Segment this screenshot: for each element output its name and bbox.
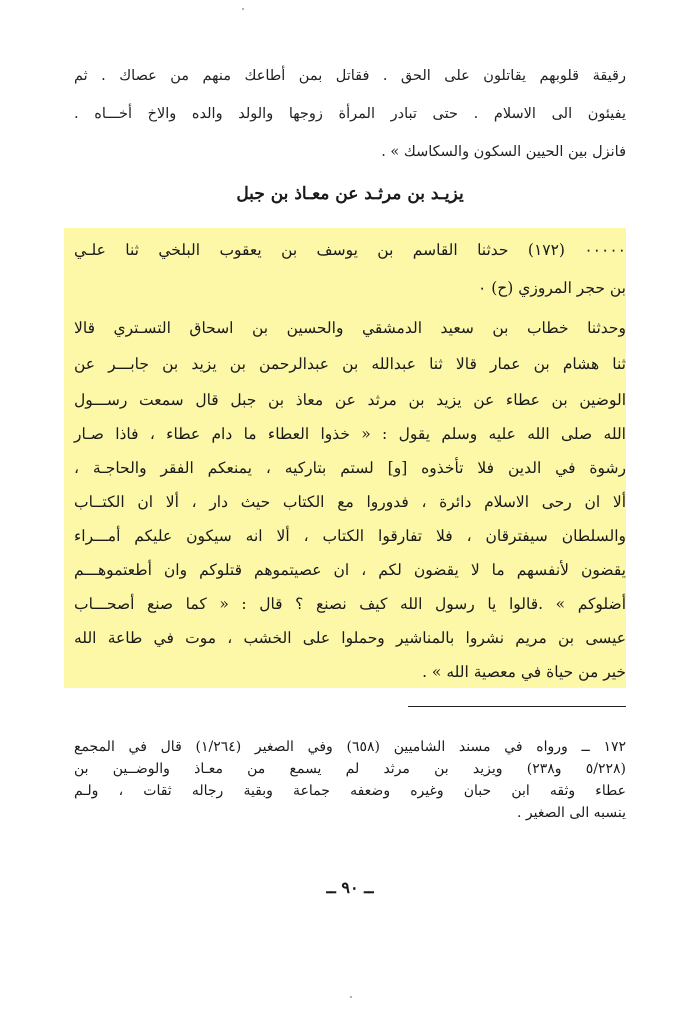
hadith-line-10: يقضون لأنفسهم ما لا يقضون لكم ، ان عصيتموهم قتلوكم وان أطعتموهـــم bbox=[74, 561, 626, 579]
footnote-separator bbox=[408, 706, 626, 707]
hadith-line-12: عيسى بن مريم نشروا بالمناشير وحملوا على الخشب ، موت في طاعة الله bbox=[74, 629, 626, 647]
scan-speck bbox=[242, 8, 244, 10]
hadith-line-11: أضلوكم » .قالوا يا رسول الله كيف نصنع ؟ قال : « كما صنع أصحـــاب bbox=[74, 595, 626, 613]
footnote-line-3: عطاء وثقه ابن حبان وغيره وضعفه جماعة وبقية رجاله ثقات ، ولـم bbox=[74, 783, 626, 799]
footnote-line-2: (٥/٢٢٨ و٢٣٨) ويزيد بن مرثد لم يسمع من معـاذ والوضــين بن bbox=[74, 761, 626, 777]
top-text-line-1: رقيقة قلوبهم يقاتلون على الحق . فقاتل بمن أطاعك منهم من عصاك . ثم bbox=[74, 68, 626, 84]
hadith-line-13: خير من حياة في معصية الله » . bbox=[422, 663, 626, 681]
section-heading: يزيـد بن مرثـد عن معـاذ بن جبل bbox=[236, 184, 464, 204]
footnote-line-1: ١٧٢ ــ ورواه في مسند الشاميين (٦٥٨) وفي الصغير (١/٢٦٤) قال في المجمع bbox=[74, 739, 626, 755]
hadith-line-3: وحدثنا خطاب بن سعيد الدمشقي والحسين بن اسحاق التسـتري قالا bbox=[74, 319, 626, 337]
hadith-line-1: ٠٠٠٠٠ (١٧٢) حدثنا القاسم بن يوسف بن يعقوب البلخي ثنا علـي bbox=[74, 241, 626, 259]
page-number: ــ ٩٠ ــ bbox=[326, 878, 374, 897]
hadith-line-9: والسلطان سيفترقان ، فلا تفارقوا الكتاب ، ألا انه سيكون عليكم أمـــراء bbox=[74, 527, 626, 545]
top-text-line-2: يفيئون الى الاسلام . حتى تبادر المرأة زوجها والولد والده والاخ أخـــاه . bbox=[74, 106, 626, 122]
hadith-line-2: بن حجر المروزي (ح) ٠ bbox=[477, 279, 626, 297]
hadith-line-4: ثنا هشام بن عمار قالا ثنا عبدالله بن عبدالرحمن بن يزيد بن جابـــر عن bbox=[74, 355, 626, 373]
hadith-line-8: ألا ان رحى الاسلام دائرة ، فدوروا مع الكتاب حيث دار ، ألا ان الكتــاب bbox=[74, 493, 626, 511]
scan-speck bbox=[350, 996, 352, 998]
hadith-line-6: الله صلى الله عليه وسلم يقول : « خذوا العطاء ما دام عطاء ، فاذا صـار bbox=[74, 425, 626, 443]
hadith-line-7: رشوة في الدين فلا تأخذوه [و] لستم بتاركيه ، يمنعكم الفقر والحاجـة ، bbox=[74, 459, 626, 477]
footnote-line-4: ينسبه الى الصغير . bbox=[517, 805, 626, 821]
top-text-line-3: فانزل بين الحيين السكون والسكاسك » . bbox=[381, 144, 626, 160]
hadith-line-5: الوضين بن عطاء عن يزيد بن مرثد عن معاذ بن جبل قال سمعت رســـول bbox=[74, 391, 626, 409]
